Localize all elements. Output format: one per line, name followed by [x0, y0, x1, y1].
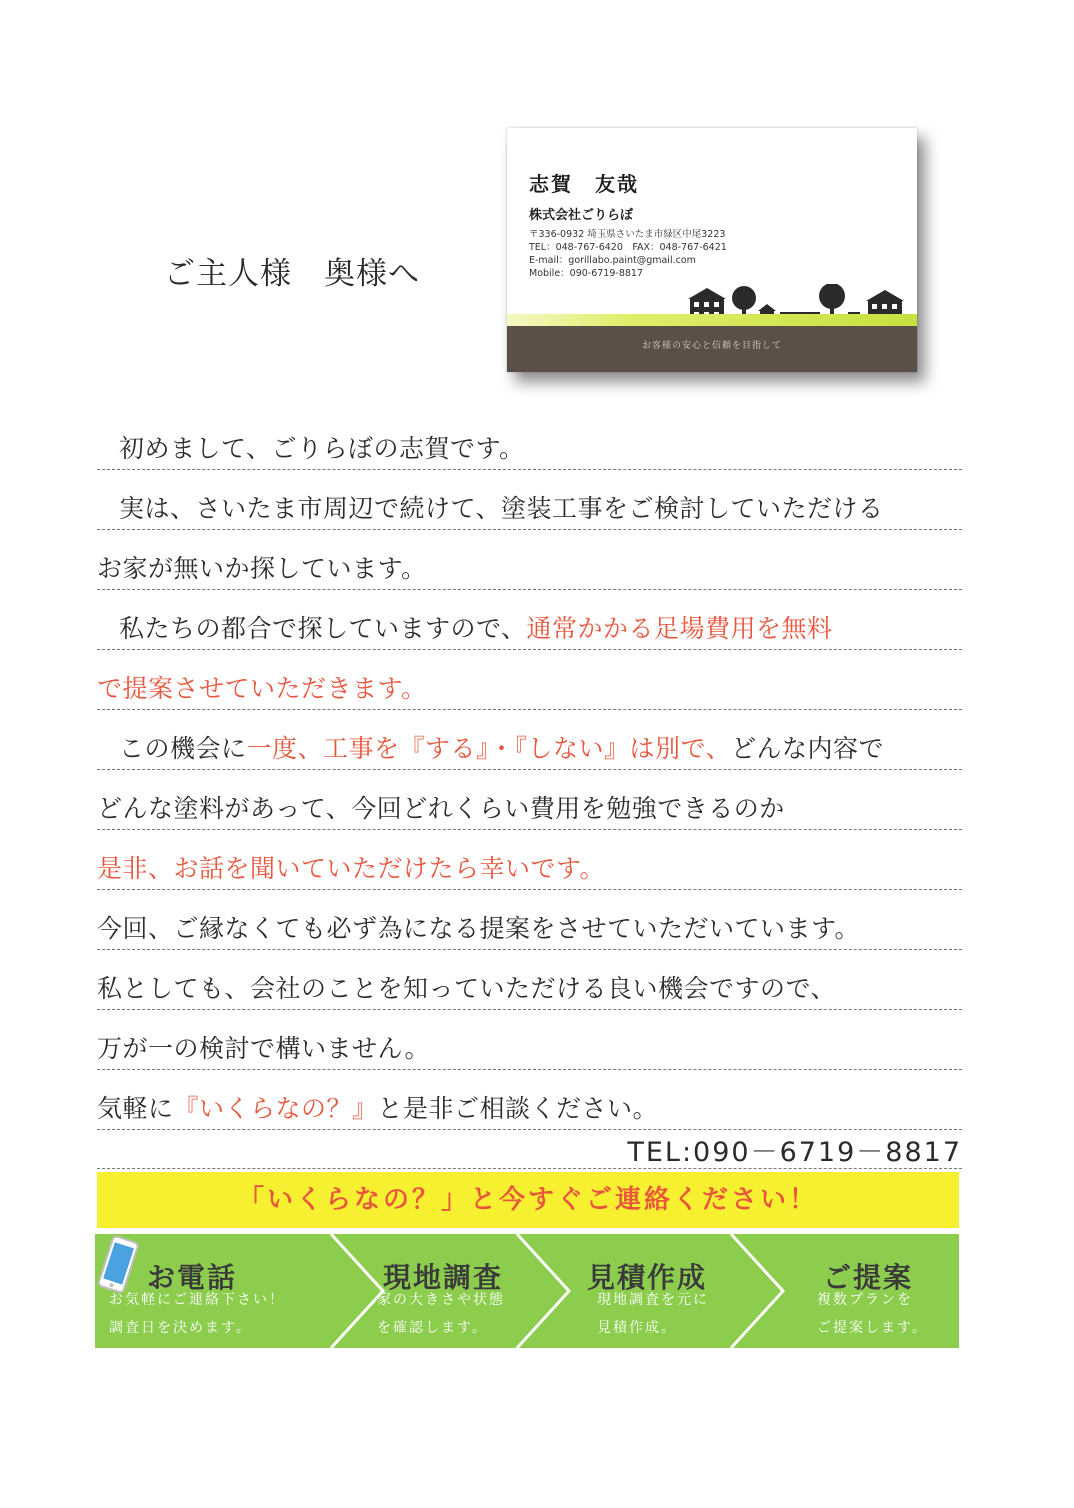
step-desc: お気軽にご連絡下さい！: [109, 1292, 285, 1308]
step-desc: 家の大きさや状態: [377, 1292, 505, 1308]
letter-line: 今回、ご縁なくても必ず為になる提案をさせていただいています。: [97, 890, 962, 950]
card-mobile: Mobile：090-6719-8817: [529, 268, 644, 279]
card-address: 〒336-0932 埼玉県さいたま市緑区中尾3223: [529, 229, 726, 240]
highlight-text: 通常かかる足場費用を無料: [526, 614, 833, 643]
step-desc: 見積作成。: [597, 1320, 677, 1336]
card-tel-fax: TEL：048-767-6420 FAX：048-767-6421: [529, 242, 727, 253]
card-name: 志賀 友哉: [529, 172, 639, 196]
step-title: 見積作成: [587, 1261, 708, 1294]
letter-line: 万が一の検討で構いません。: [97, 1010, 962, 1070]
letter-line: [97, 650, 962, 710]
process-flow: [95, 1234, 959, 1348]
step-desc: 調査日を決めます。: [109, 1320, 252, 1336]
step-title: お電話: [147, 1261, 238, 1294]
letter-line: 私たちの都合で探していますので、通常かかる足場費用を無料: [97, 590, 962, 650]
letter-line: どんな塗料があって、今回どれくらい費用を勉強できるのか: [97, 770, 962, 830]
divider: [97, 1168, 962, 1169]
highlight-text: で提案させていただきます。: [97, 674, 427, 703]
business-card: [507, 128, 917, 372]
card-green-band: [507, 314, 917, 326]
phone-number: TEL:090－6719－8817: [627, 1137, 962, 1168]
card-email: E-mail：gorillabo.paint@gmail.com: [529, 255, 696, 266]
card-tagline: お客様の安心と信頼を目指して: [641, 341, 782, 351]
step-title: 現地調査: [383, 1261, 504, 1294]
letter-line: この機会に一度、工事を『する』・『しない』は別で、どんな内容で: [97, 710, 962, 770]
greeting: ご主人様 奥様へ: [164, 256, 420, 292]
letter-line: 気軽に『いくらなの？』と是非ご相談ください。: [97, 1070, 962, 1130]
card-company: 株式会社ごりらぼ: [529, 208, 634, 223]
letter-line: 実は、さいたま市周辺で続けて、塗装工事をご検討していただける: [97, 470, 962, 530]
highlight-text: 『いくらなの？』: [173, 1094, 378, 1123]
step-desc: 現地調査を元に: [597, 1292, 709, 1308]
highlight-text: 是非、お話を聞いていただけたら幸いです。: [97, 854, 606, 883]
letter-body: [97, 410, 962, 1130]
step-desc: 複数プランを: [817, 1292, 913, 1308]
letter-line: 私としても、会社のことを知っていただける良い機会ですので、: [97, 950, 962, 1010]
step-title: ご提案: [823, 1261, 914, 1294]
step-desc: ご提案します。: [817, 1320, 928, 1336]
call-to-action-banner: 「いくらなの？」と今すぐご連絡ください！: [97, 1172, 959, 1228]
step-desc: を確認します。: [377, 1320, 488, 1336]
letter-line: 初めまして、ごりらぼの志賀です。: [97, 410, 962, 470]
letter-line: [97, 830, 962, 890]
letter-line: お家が無いか探しています。: [97, 530, 962, 590]
highlight-text: 一度、工事を『する』・『しない』は別で、: [246, 734, 732, 763]
